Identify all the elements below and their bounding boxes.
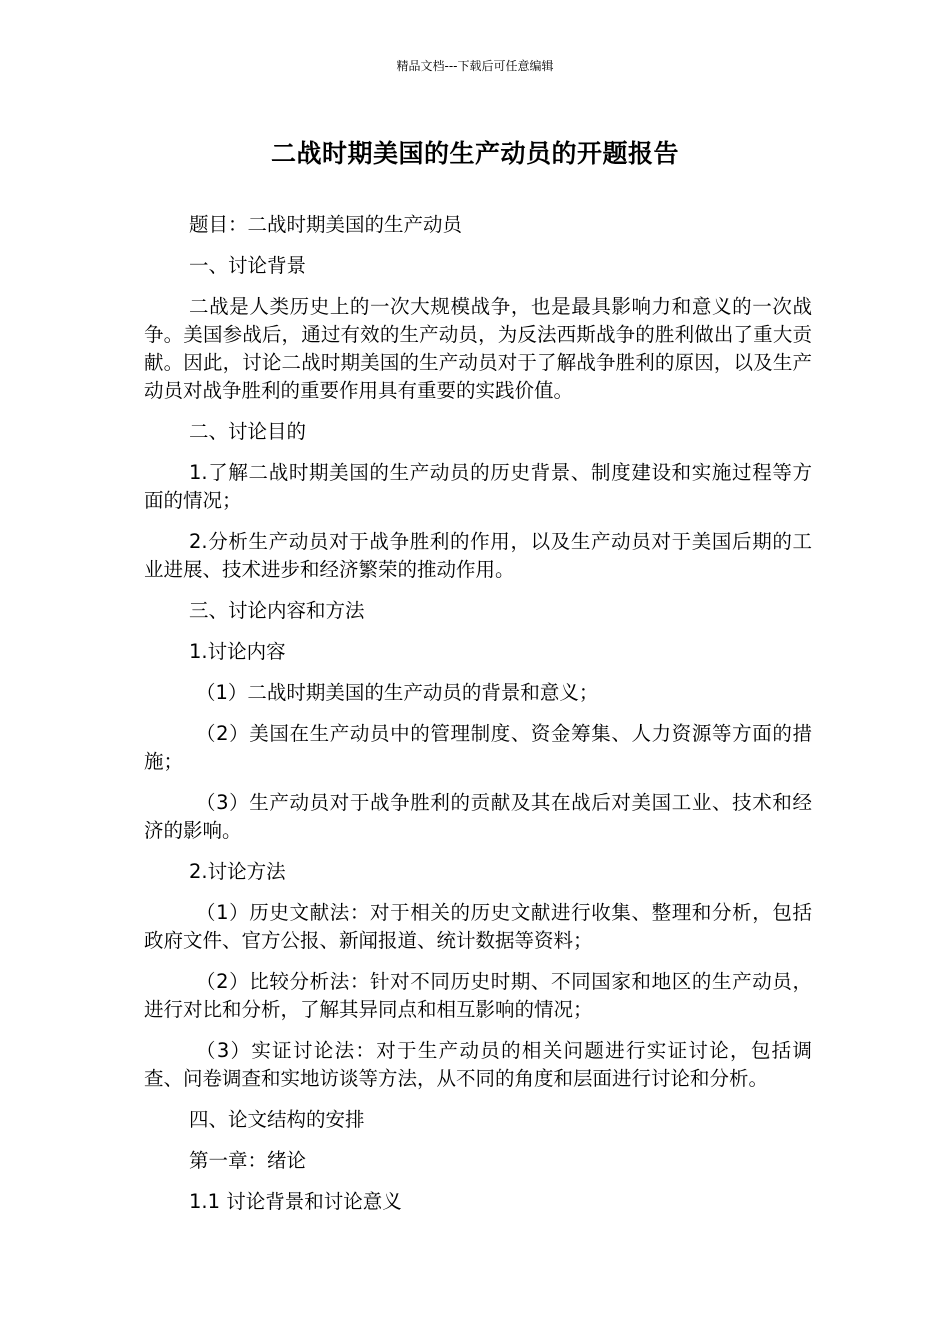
section-heading-background: 一、讨论背景 [189, 254, 307, 277]
method-item-1: （1）历史文献法：对于相关的历史文献进行收集、整理和分析，包括政府文件、官方公报、新闻报道、统计数据等资料； [144, 901, 812, 952]
method-item-3: （3）实证讨论法：对于生产动员的相关问题进行实证讨论，包括调查、问卷调查和实地访谈等方法，从不同的角度和层面进行讨论和分析。 [144, 1039, 812, 1090]
content-item-1: （1）二战时期美国的生产动员的背景和意义； [196, 681, 599, 704]
section-heading-structure: 四、论文结构的安排 [189, 1108, 365, 1131]
purpose-item-1: 1.了解二战时期美国的生产动员的历史背景、制度建设和实施过程等方面的情况； [144, 461, 812, 512]
content-item-2: （2）美国在生产动员中的管理制度、资金筹集、人力资源等方面的措施； [144, 722, 812, 773]
document-body [144, 211, 812, 1229]
subheading-content: 1.讨论内容 [189, 640, 286, 663]
content-item-3: （3）生产动员对于战争胜利的贡献及其在战后对美国工业、技术和经济的影响。 [144, 791, 812, 842]
method-item-2: （2）比较分析法：针对不同历史时期、不同国家和地区的生产动员，进行对比和分析，了解其异同点和相互影响的情况； [144, 970, 812, 1021]
document-title: 二战时期美国的生产动员的开题报告 [270, 139, 679, 168]
chapter-1-heading: 第一章：绪论 [189, 1149, 307, 1172]
section-heading-content-methods: 三、讨论内容和方法 [189, 599, 365, 622]
background-paragraph: 二战是人类历史上的一次大规模战争，也是最具影响力和意义的一次战争。美国参战后，通过有效的生产动员，为反法西斯战争的胜利做出了重大贡献。因此，讨论二战时期美国的生产动员对于了解战争胜利的原因，以及生产动员对战争胜利的重要作用具有重要的实践价值。 [144, 295, 812, 402]
section-heading-purpose: 二、讨论目的 [189, 420, 307, 443]
page-header: 精品文档---下载后可任意编辑 [396, 59, 554, 73]
section-1-1-heading: 1.1 讨论背景和讨论意义 [189, 1190, 402, 1213]
purpose-item-2: 2.分析生产动员对于战争胜利的作用，以及生产动员对于美国后期的工业进展、技术进步和经济繁荣的推动作用。 [144, 530, 812, 581]
subheading-methods: 2.讨论方法 [189, 860, 286, 883]
topic-line: 题目：二战时期美国的生产动员 [189, 213, 463, 236]
